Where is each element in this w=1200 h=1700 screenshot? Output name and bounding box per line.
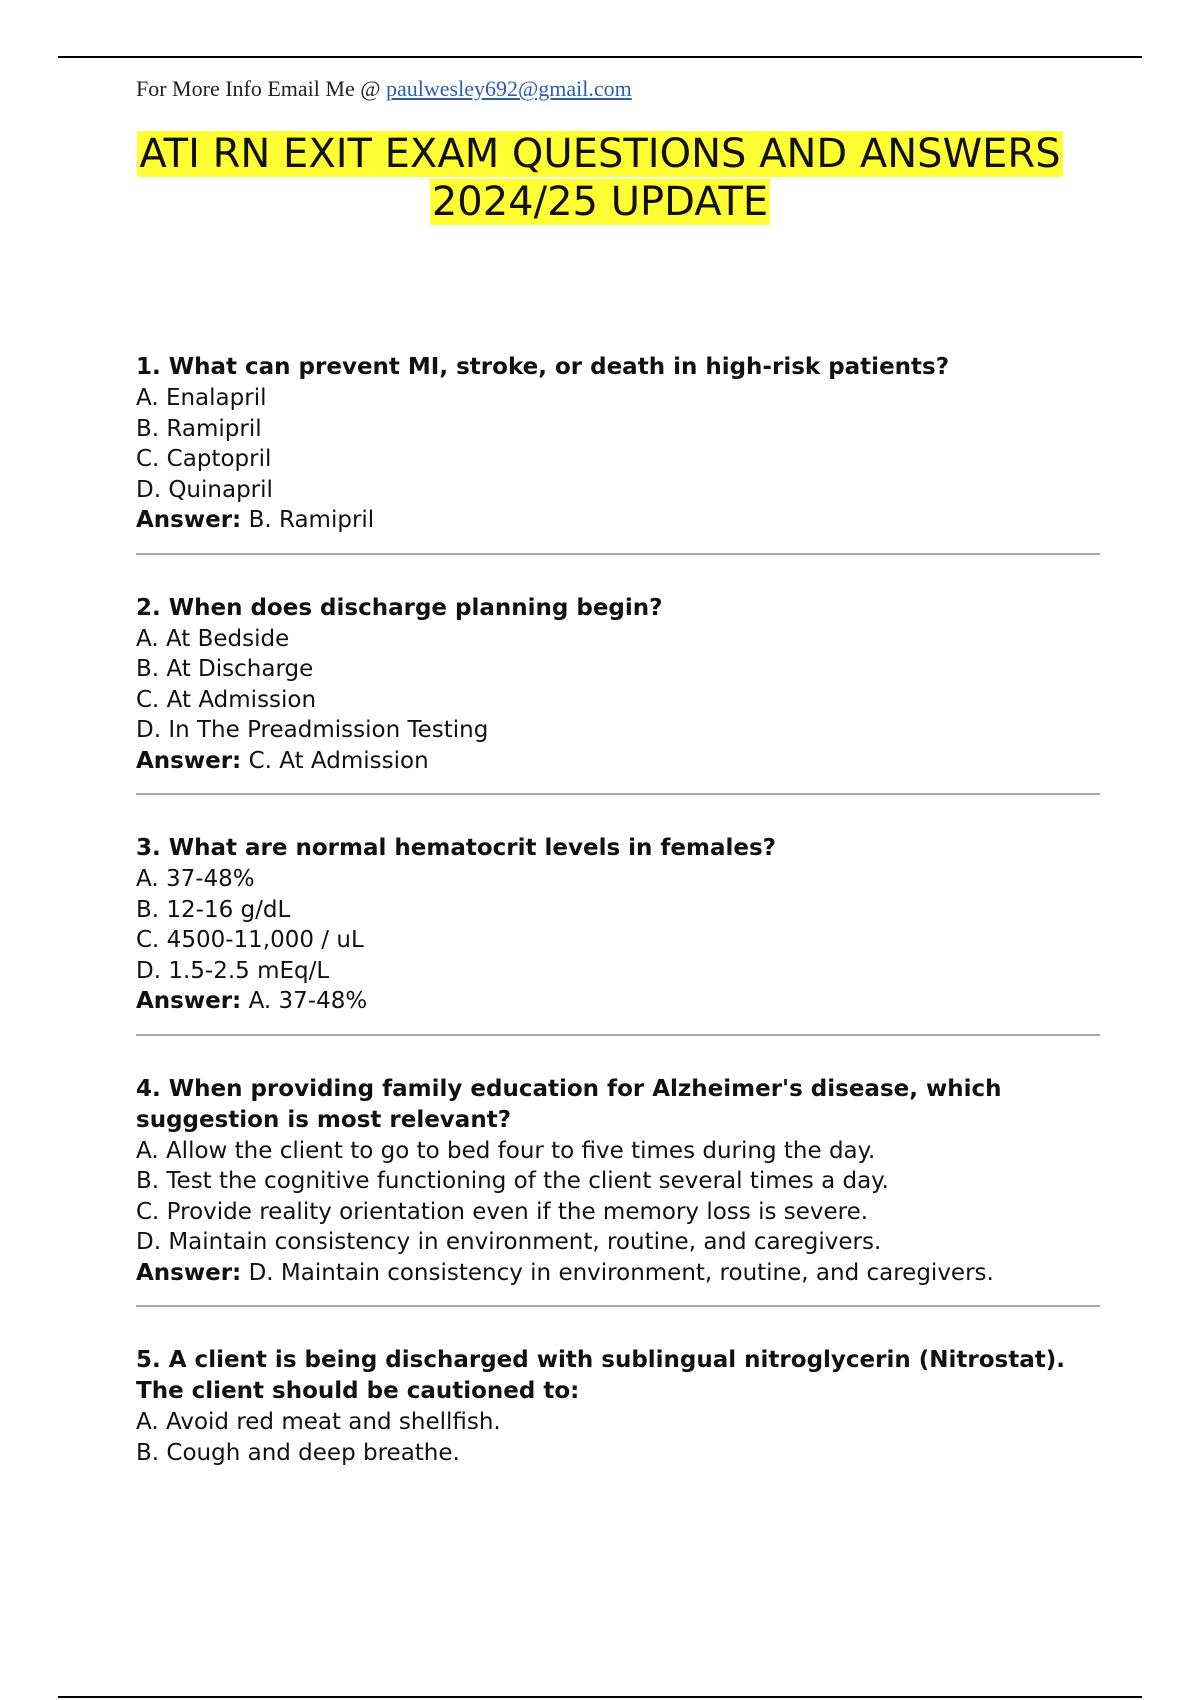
email-link[interactable]: paulwesley692@gmail.com — [386, 76, 632, 101]
question-5 — [136, 1345, 1100, 1468]
answer-label: Answer: — [136, 747, 242, 774]
option-d: D. 1.5-2.5 mEq/L — [136, 957, 330, 984]
question-divider — [136, 1034, 1100, 1036]
question-text: 5. A client is being discharged with sublingual nitroglycerin (Nitrostat). The client should be cautioned to: — [136, 1347, 1065, 1404]
answer-label: Answer: — [136, 507, 242, 533]
question-text: 2. When does discharge planning begin? — [136, 594, 663, 621]
answer-value: B. Ramipril — [248, 507, 375, 533]
option-a: A. Allow the client to go to bed four to five times during the day. — [136, 1137, 876, 1164]
option-c: C. At Admission — [136, 686, 317, 713]
option-b: B. Ramipril — [136, 415, 262, 442]
question-text: 1. What can prevent MI, stroke, or death in high-risk patients? — [136, 354, 950, 380]
option-a: A. Avoid red meat and shellfish. — [136, 1409, 501, 1435]
answer-label: Answer: — [136, 988, 242, 1014]
answer-line — [136, 746, 1100, 777]
document-title — [100, 130, 1100, 226]
title-line-2: 2024/25 UPDATE — [431, 179, 769, 225]
option-d: D. Quinapril — [136, 476, 273, 503]
answer-value: C. At Admission — [248, 747, 429, 774]
answer-line — [136, 1258, 1100, 1289]
option-d: D. Maintain consistency in environment, routine, and caregivers. — [136, 1229, 882, 1255]
questions-list — [136, 352, 1100, 1468]
question-divider — [136, 553, 1100, 555]
bottom-rule — [58, 1696, 1142, 1698]
question-text: 4. When providing family education for Alzheimer's disease, which suggestion is most relevant? — [136, 1075, 1002, 1133]
option-c: C. 4500-11,000 / uL — [136, 927, 364, 953]
answer-line — [136, 986, 1100, 1017]
question-1 — [136, 352, 1100, 536]
question-divider — [136, 793, 1100, 795]
answer-label: Answer: — [136, 1259, 242, 1286]
option-b: B. At Discharge — [136, 656, 314, 682]
option-b: B. Test the cognitive functioning of the client several times a day. — [136, 1168, 889, 1194]
option-b: B. Cough and deep breathe. — [136, 1439, 460, 1466]
question-text: 3. What are normal hematocrit levels in females? — [136, 835, 777, 861]
question-divider — [136, 1305, 1100, 1307]
option-a: A. At Bedside — [136, 625, 290, 652]
option-a: A. 37-48% — [136, 866, 255, 892]
question-2 — [136, 593, 1100, 777]
option-b: B. 12-16 g/dL — [136, 896, 291, 923]
question-3 — [136, 833, 1100, 1017]
title-line-1: ATI RN EXIT EXAM QUESTIONS AND ANSWERS — [139, 131, 1061, 177]
option-c: C. Captopril — [136, 446, 272, 472]
contact-line — [136, 76, 632, 102]
option-d: D. In The Preadmission Testing — [136, 717, 489, 743]
top-rule — [58, 56, 1142, 58]
contact-prefix: For More Info Email Me @ — [136, 76, 381, 101]
answer-line — [136, 505, 1100, 536]
option-a: A. Enalapril — [136, 385, 267, 411]
option-c: C. Provide reality orientation even if the memory loss is severe. — [136, 1198, 869, 1225]
answer-value: A. 37-48% — [248, 988, 368, 1014]
answer-value: D. Maintain consistency in environment, routine, and caregivers. — [248, 1259, 994, 1286]
question-4 — [136, 1074, 1100, 1289]
